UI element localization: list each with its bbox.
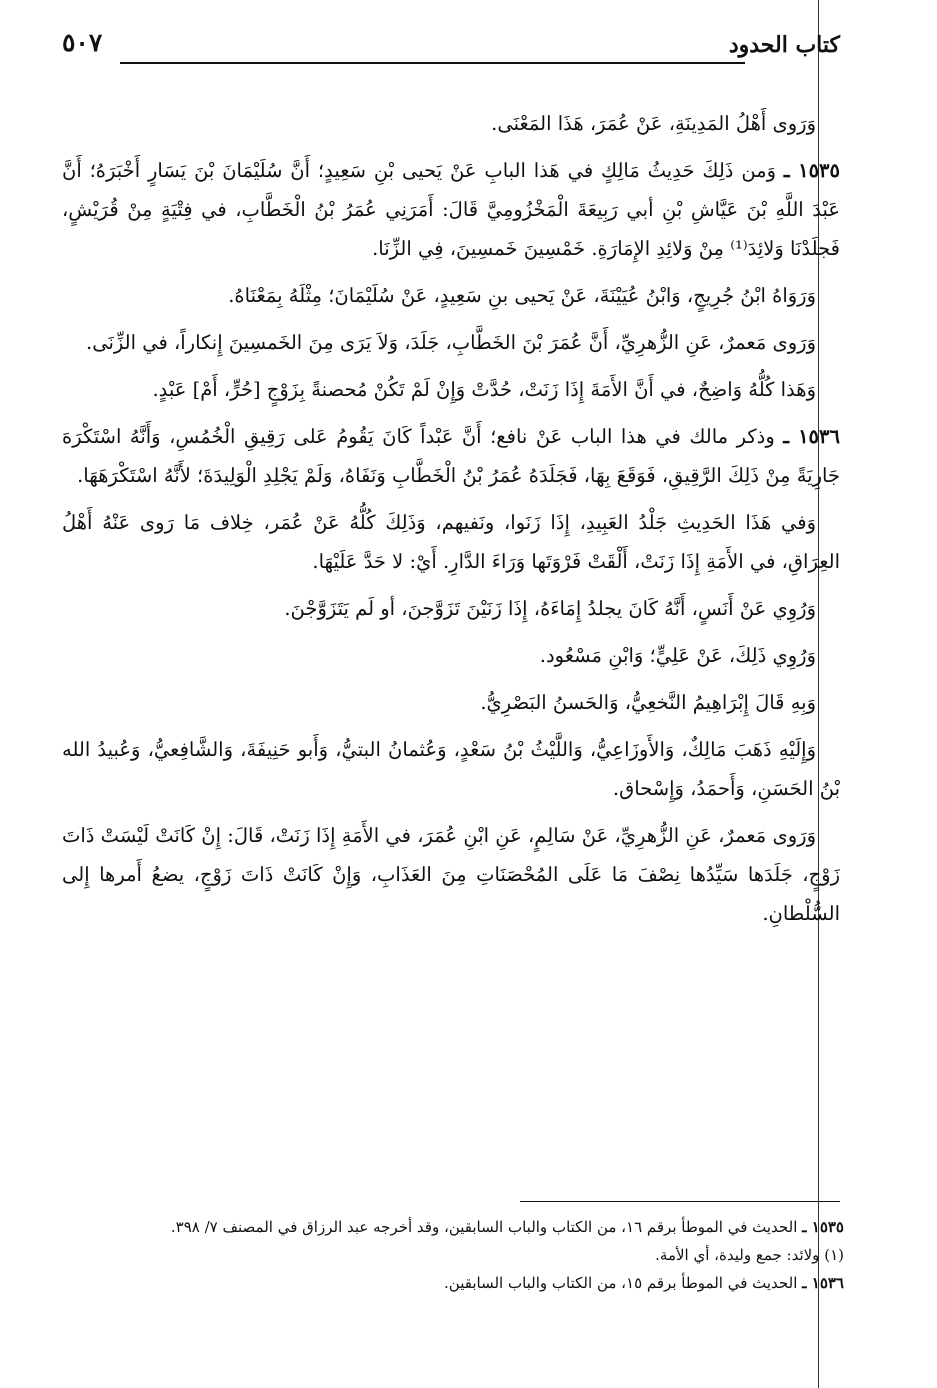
paragraph: وَرُوِي عَنْ أَنَسٍ، أَنَّهُ كَانَ يجلدُ إِمَاءَهُ، إِذَا زَنَيْنَ تَزَوَّجنَ، أو لَم يَتَزَوَّجْنَ. — [284, 597, 816, 620]
paragraph: وَبِهِ قَالَ إِبْرَاهِيمُ النَّخعِيُّ، وَالحَسنُ البَصْرِيُّ. — [480, 691, 816, 714]
paragraph: وَفي هَذَا الحَدِيثِ جَلْدُ العَبِيدِ، إِذَا زَنَوا، ونَفيهم، وَذَلِكَ كُلُّهُ عَنْ عُمَر، خِلاف مَا رَوى عَنْهُ أَهْلُ العِرَاقِ، في الأَمَةِ إِذَا زَنَتْ، أَلْقَتْ فَرْوَتَها وَرَاءَ الدَّارِ. أَيْ: لا حَدَّ عَلَيْهَا. — [62, 511, 840, 573]
main-text — [62, 104, 840, 941]
paragraph: وَهَذا كُلُّهُ وَاضِحٌ، في أَنَّ الأَمَةَ إِذَا زَنَتْ، حُدَّتْ وَإِنْ لَمْ تَكُنْ مُحصنةً بِزَوْجٍ [حُرٍّ، أَمْ] عَبْدٍ. — [152, 378, 816, 401]
footnote-separator — [520, 1201, 840, 1202]
paragraph: وَرَوى مَعمرٌ، عَنِ الزُّهرِيِّ، أَنَّ عُمَرَ بْنَ الخَطَّابِ، جَلَدَ، وَلاَ يَرَى مِنَ الخَمسِينَ إِنكاراً، في الزِّنَى. — [86, 331, 816, 354]
footnote: (١) ولائد: جمع وليدة، أي الأمة. — [655, 1246, 844, 1264]
paragraph: وَرَوَاهُ ابْنُ جُرِيجٍ، وَابْنُ عُيَيْنَةَ، عَنْ يَحيى بنِ سَعِيدٍ، عَنْ سُلَيْمَانَ؛ مِثْلَهُ بِمَعْنَاهُ. — [228, 284, 816, 307]
paragraph: وَرَوى أَهْلُ المَدِينَةِ، عَنْ عُمَرَ، هَذَا المَعْنَى. — [491, 112, 816, 135]
paragraph: وَإِلَيْهِ ذَهَبَ مَالِكٌ، وَالأَوزَاعِيُّ، وَاللَّيْثُ بْنُ سَعْدٍ، وَعُثمانُ البتيُّ، وَأَبو حَنِيفَةَ، وَالشَّافِعيُّ، وَعُبيدُ الله بْنُ الحَسَنِ، وَأَحمَدُ، وَإِسْحاق. — [62, 738, 840, 800]
footnotes — [62, 1214, 844, 1298]
paragraph: وَرُوِي ذَلِكَ، عَنْ عَلِيٍّ؛ وَابْنِ مَسْعُود. — [539, 644, 816, 667]
page-number: ٥٠٧ — [62, 28, 103, 57]
paragraph: ١٥٣٦ ـ وذكر مالك في هذا الباب عَنْ نافع؛ أَنَّ عَبْداً كَانَ يَقُومُ عَلى رَقِيقِ الْخُمُسِ، وَأَنَّهُ اسْتَكْرَهَ جَارِيَةً مِنْ ذَلِكَ الرَّقِيقِ، فَوَقَعَ بِهَا، فَجَلَدَهُ عُمَرُ بْنُ الْخَطَّابِ وَنَفَاهُ، وَلَمْ يَجْلِدِ الْوَلِيدَةَ؛ لأَنَّهُ اسْتَكْرَهَهَا. — [62, 425, 840, 487]
footnote: ١٥٣٥ ـ الحديث في الموطأ برقم ١٦، من الكتاب والباب السابقين، وقد أخرجه عبد الرزاق في المصنف ٧/ ٣٩٨. — [170, 1218, 844, 1236]
running-title: كتاب الحدود — [728, 32, 840, 58]
header-rule — [120, 62, 745, 64]
paragraph: ١٥٣٥ ـ وَمن ذَلِكَ حَدِيثُ مَالِكٍ في هَذا البابِ عَنْ يَحيى بْنِ سَعِيدٍ؛ أَنَّ سُلَيْمَانَ بْنَ يَسَارٍ أَخْبَرَهُ؛ أَنَّ عَبْدَ اللَّهِ بْنَ عَيَّاشِ بْنِ أبي رَبِيعَةَ الْمَخْزُومِيَّ قَالَ: أَمَرَنِي عُمَرُ بْنُ الْخَطَّابِ، في فِتْيَةٍ مِنْ قُرَيْشٍ، فَجلَدْنَا وَلائِدَ⁽¹⁾ مِنْ وَلائِدِ الإِمَارَةِ. خَمْسِينَ خَمسِينَ، فِي الزِّنَا. — [62, 159, 840, 260]
paragraph: وَرَوى مَعمرٌ، عَنِ الزُّهرِيِّ، عَنْ سَالِمٍ، عَنِ ابْنِ عُمَرَ، في الأَمَةِ إِذَا زَنَتْ، قَالَ: إِنْ كَانَتْ لَيْسَتْ ذَاتَ زَوْجٍ، جَلَدَها سَيِّدُها نِصْفَ مَا عَلَى المُحْصَنَاتِ مِنَ العَذَابِ، وَإِنْ كَانَتْ ذَاتَ زَوْجٍ، يضعُ أَمرها إِلى السُّلْطانِ. — [62, 824, 840, 925]
footnote: ١٥٣٦ ـ الحديث في الموطأ برقم ١٥، من الكتاب والباب السابقين. — [444, 1274, 844, 1292]
page-header — [62, 28, 840, 72]
